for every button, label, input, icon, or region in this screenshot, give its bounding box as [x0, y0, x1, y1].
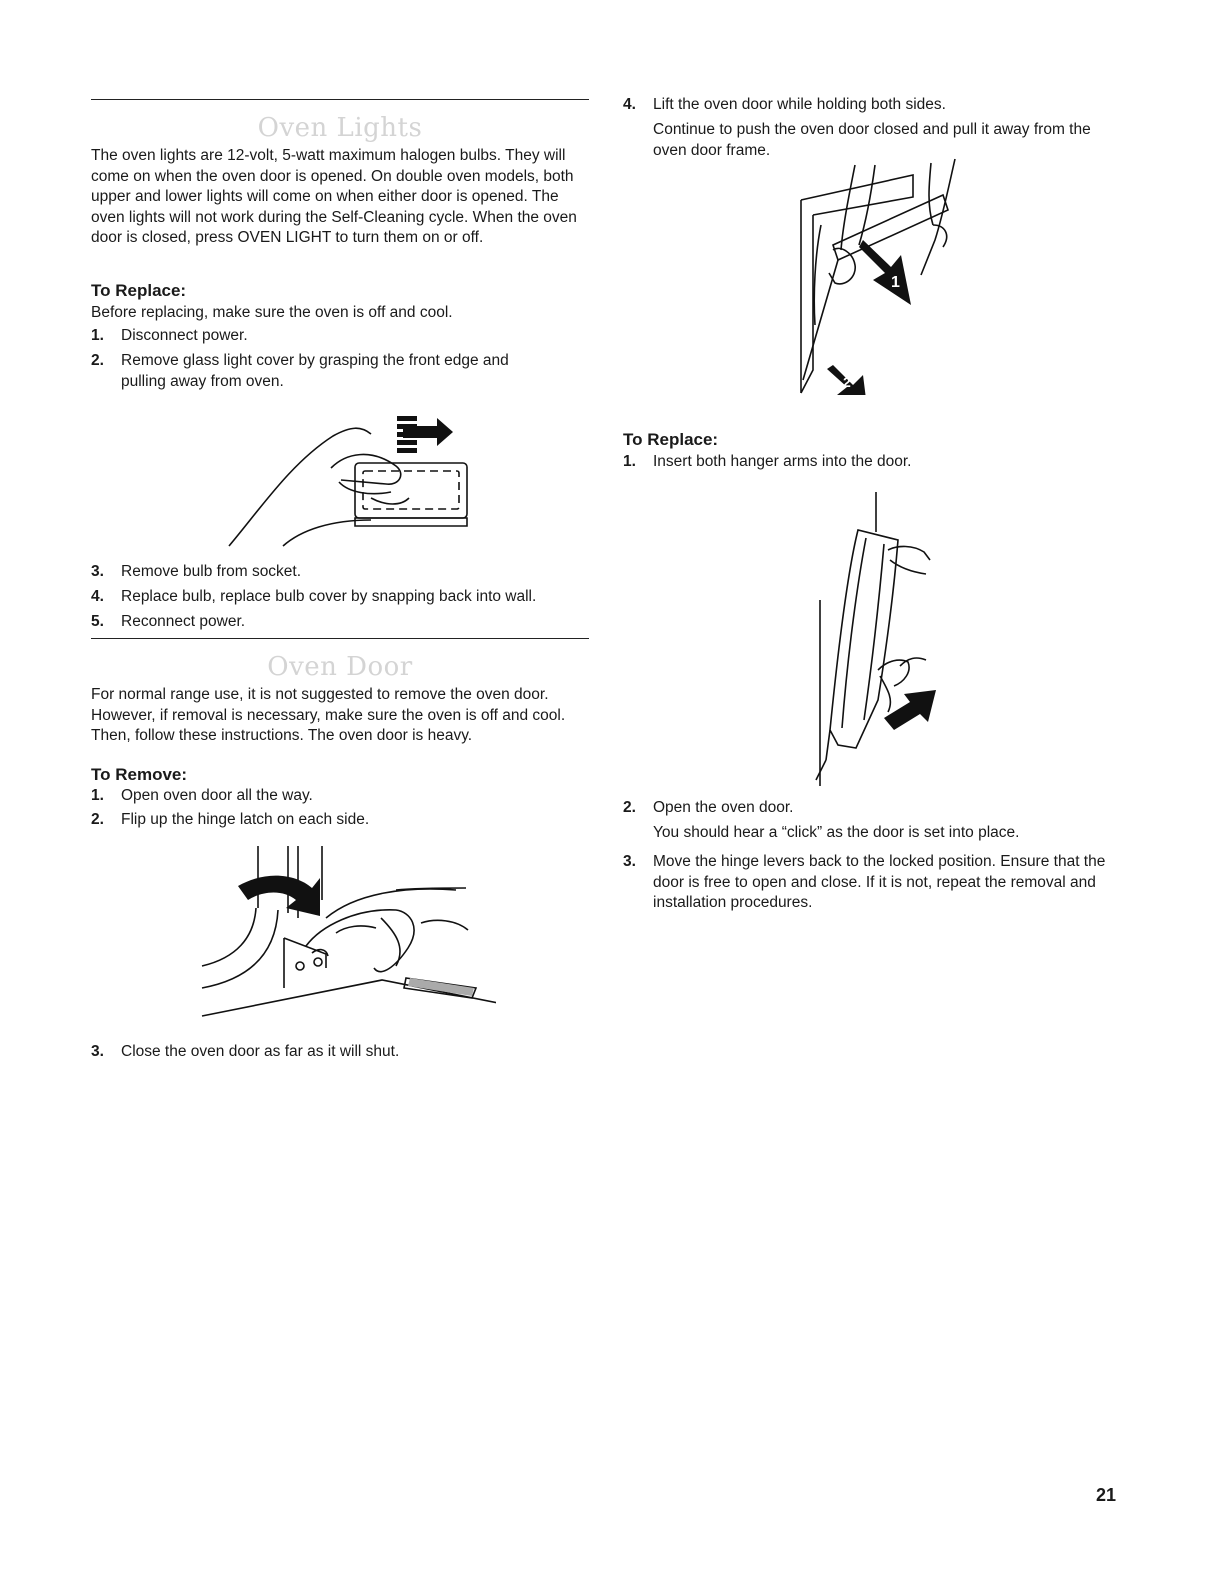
- step-text: Disconnect power.: [121, 327, 248, 344]
- lights-replace-note: Before replacing, make sure the oven is off and cool.: [91, 304, 453, 321]
- step-text: Remove bulb from socket.: [121, 563, 302, 580]
- list-item: [623, 452, 1123, 474]
- list-item: [91, 587, 589, 609]
- step-text: Reconnect power.: [121, 613, 246, 630]
- step-number: 1.: [91, 327, 104, 344]
- door-replace-heading: To Replace:: [623, 430, 719, 449]
- step-number: 1.: [91, 787, 104, 804]
- step-note: Continue to push the oven door closed and pull it away from the oven door frame.: [653, 121, 1091, 159]
- list-item: [91, 810, 589, 832]
- step-number: 5.: [91, 613, 104, 630]
- list-item: [91, 351, 589, 393]
- arrow-1-label: 1: [891, 274, 900, 291]
- step-note: You should hear a “click” as the door is set into place.: [653, 824, 1020, 841]
- hinge-latch-illustration: [196, 838, 496, 1023]
- list-item: [623, 852, 1123, 916]
- step-text: Lift the oven door while holding both sides.: [653, 96, 946, 113]
- step-number: 4.: [91, 588, 104, 605]
- oven-lights-title: Oven Lights: [257, 113, 423, 143]
- step-number: 3.: [623, 853, 636, 870]
- lift-door-illustration: [793, 155, 963, 395]
- list-item: [91, 786, 589, 808]
- light-cover-removal-illustration: [221, 408, 481, 550]
- curved-arrow-1-icon: [859, 240, 911, 305]
- step-text: Move the hinge levers back to the locked position. Ensure that the door is free to open and close. If it is not, repeat the removal and installation procedures.: [653, 853, 1106, 911]
- list-item: [91, 1042, 589, 1064]
- step-number: 2.: [91, 352, 104, 369]
- step-number: 4.: [623, 96, 636, 113]
- step-number: 1.: [623, 453, 636, 470]
- step-text: Close the oven door as far as it will shut.: [121, 1043, 400, 1060]
- step-number: 3.: [91, 563, 104, 580]
- step-text: Open oven door all the way.: [121, 787, 313, 804]
- section-divider: [91, 99, 589, 100]
- oven-door-title: Oven Door: [267, 652, 413, 682]
- section-divider: [91, 638, 589, 639]
- lights-replace-heading: To Replace:: [91, 281, 187, 300]
- list-item: [623, 95, 1123, 117]
- hanger-insert-illustration: [808, 490, 938, 790]
- push-arrow-icon: [884, 690, 936, 730]
- rotate-arrow-icon: [238, 876, 320, 916]
- oven-lights-intro: The oven lights are 12-volt, 5-watt maximum halogen bulbs. They will come on when the oven door is opened. On double oven models, both upper and lower lights will come on when either door is opened. The oven lights will not work during the Self-Cleaning cycle. When the oven door is closed, press OVEN LIGHT to turn them on or off.: [91, 147, 577, 246]
- step-text: Open the oven door.: [653, 799, 794, 816]
- list-item: [91, 326, 589, 348]
- step-number: 3.: [91, 1043, 104, 1060]
- oven-door-intro: For normal range use, it is not suggested to remove the oven door. However, if removal is necessary, make sure the oven is off and cool. Then, follow these instructions. The oven door is heavy.: [91, 686, 566, 744]
- list-item: [91, 562, 589, 584]
- page-number: 21: [1096, 1485, 1117, 1505]
- arrow-2-label: 2: [843, 374, 851, 390]
- list-item: [91, 612, 589, 634]
- door-remove-heading: To Remove:: [91, 765, 188, 784]
- list-item: [623, 798, 1123, 820]
- step-text: Flip up the hinge latch on each side.: [121, 811, 370, 828]
- step-number: 2.: [91, 811, 104, 828]
- step-number: 2.: [623, 799, 636, 816]
- step-text: Replace bulb, replace bulb cover by snapping back into wall.: [121, 588, 537, 605]
- step-text: Insert both hanger arms into the door.: [653, 453, 912, 470]
- step-text: Remove glass light cover by grasping the front edge and pulling away from oven.: [121, 352, 509, 390]
